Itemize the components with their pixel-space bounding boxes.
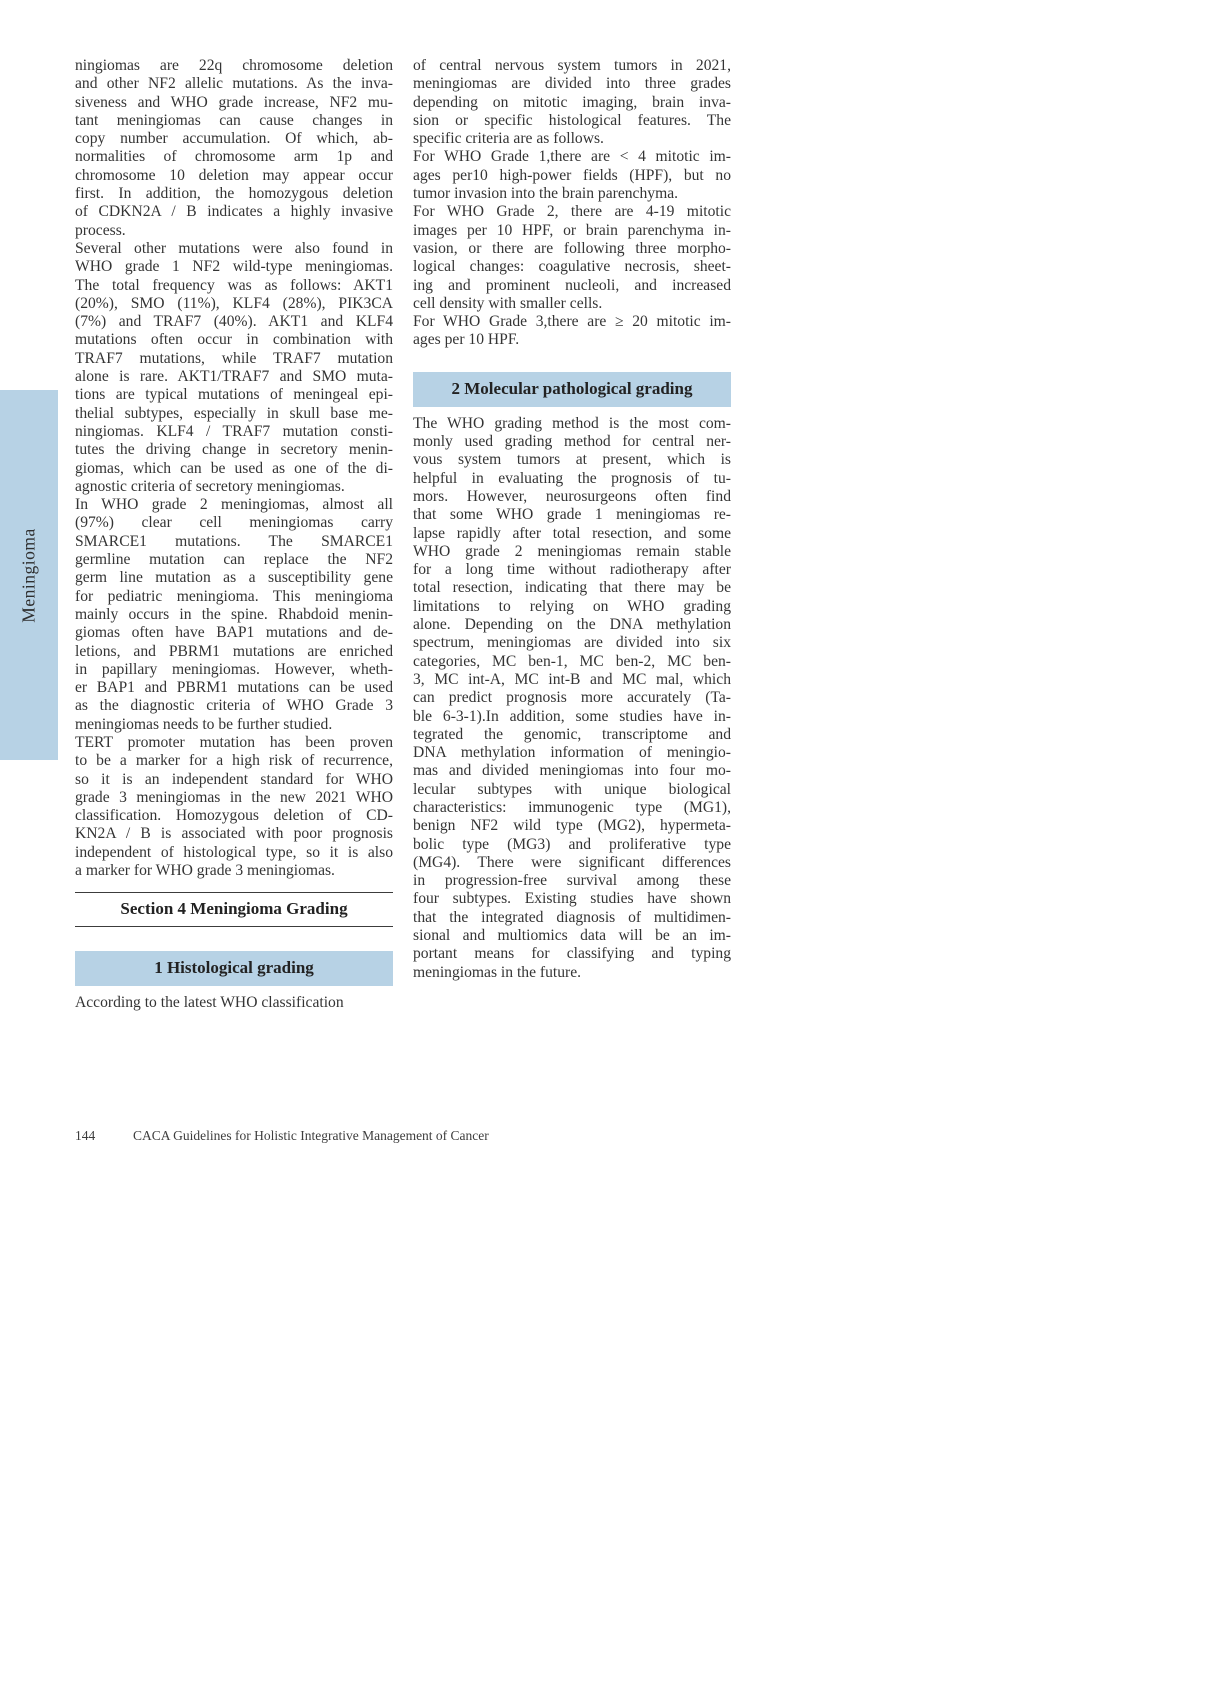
text-line: limitations to relying on WHO grading	[413, 597, 731, 615]
text-line: In WHO grade 2 meningiomas, almost all	[75, 496, 393, 514]
text-line: as the diagnostic criteria of WHO Grade 3	[75, 697, 393, 715]
text-line: Several other mutations were also found in	[75, 239, 393, 257]
text-line: sional and multiomics data will be an im-	[413, 927, 731, 945]
text-line: For WHO Grade 1,there are < 4 mitotic im-	[413, 148, 731, 166]
page-footer	[75, 1128, 775, 1144]
text-line: in papillary meningiomas. However, wheth-	[75, 660, 393, 678]
text-line: chromosome 10 deletion may appear occur	[75, 166, 393, 184]
text-line: tions are typical mutations of meningeal epi-	[75, 386, 393, 404]
text-line: characteristics: immunogenic type (MG1),	[413, 798, 731, 816]
text-line: total resection, indicating that there may be	[413, 579, 731, 597]
text-line: (7%) and TRAF7 (40%). AKT1 and KLF4	[75, 313, 393, 331]
text-line: and other NF2 allelic mutations. As the inva-	[75, 75, 393, 93]
text-line: TERT promoter mutation has been proven	[75, 733, 393, 751]
text-line: that the integrated diagnosis of multidimen-	[413, 908, 731, 926]
text-line: helpful in evaluating the prognosis of tu-	[413, 469, 731, 487]
text-line: tutes the driving change in secretory menin-	[75, 441, 393, 459]
text-line: in progression-free survival among these	[413, 872, 731, 890]
text-line: giomas often have BAP1 mutations and de-	[75, 624, 393, 642]
text-line: to be a marker for a high risk of recurrence,	[75, 752, 393, 770]
text-line: independent of histological type, so it is also	[75, 843, 393, 861]
text-line: TRAF7 mutations, while TRAF7 mutation	[75, 349, 393, 367]
text-line: SMARCE1 mutations. The SMARCE1	[75, 532, 393, 550]
text-line: For WHO Grade 2, there are 4-19 mitotic	[413, 203, 731, 221]
text-line: first. In addition, the homozygous deletion	[75, 185, 393, 203]
text-line: specific criteria are as follows.	[413, 130, 604, 148]
text-line: tegrated the genomic, transcriptome and	[413, 725, 731, 743]
text-line: According to the latest WHO classification	[75, 994, 344, 1012]
text-line: er BAP1 and PBRM1 mutations can be used	[75, 679, 393, 697]
text-line: portant means for classifying and typing	[413, 945, 731, 963]
text-line: classification. Homozygous deletion of CD-	[75, 807, 393, 825]
text-line: four subtypes. Existing studies have shown	[413, 890, 731, 908]
text-line: thelial subtypes, especially in skull base me-	[75, 404, 393, 422]
text-line: of central nervous system tumors in 2021,	[413, 57, 731, 74]
text-line: logical changes: coagulative necrosis, sheet-	[413, 258, 731, 276]
text-line: alone is rare. AKT1/TRAF7 and SMO muta-	[75, 368, 393, 386]
text-line: depending on mitotic imaging, brain inva-	[413, 93, 731, 111]
text-line: vous system tumors at present, which is	[413, 451, 731, 469]
footer-page-number: 144	[75, 1128, 96, 1143]
text-line: images per 10 HPF, or brain parenchyma in-	[413, 221, 731, 239]
paragraph	[413, 415, 731, 982]
text-line: mainly occurs in the spine. Rhabdoid menin-	[75, 605, 393, 623]
text-line: meningiomas needs to be further studied.	[75, 715, 333, 733]
paragraph	[75, 57, 393, 240]
text-line: meningiomas are divided into three grades	[413, 75, 731, 93]
text-line: spectrum, meningiomas are divided into six	[413, 634, 731, 652]
text-line: benign NF2 wild type (MG2), hypermeta-	[413, 817, 731, 835]
text-line: meningiomas in the future.	[413, 963, 582, 981]
text-line: mas and divided meningiomas into four mo-	[413, 762, 731, 780]
text-line: germ line mutation as a susceptibility gene	[75, 569, 393, 587]
text-line: so it is an independent standard for WHO	[75, 770, 393, 788]
text-line: agnostic criteria of secretory meningiomas.	[75, 477, 345, 495]
text-line: monly used grading method for central ner-	[413, 433, 731, 451]
paragraph	[413, 148, 731, 203]
paragraph	[413, 313, 731, 350]
text-line: for a long time without radiotherapy after	[413, 561, 731, 579]
text-line: copy number accumulation. Of which, ab-	[75, 130, 393, 148]
text-line: ningiomas are 22q chromosome deletion	[75, 57, 393, 74]
text-line: ages per 10 HPF.	[413, 331, 520, 349]
text-line: tumor invasion into the brain parenchyma.	[413, 185, 679, 203]
section-heading: Section 4 Meningioma Grading	[75, 892, 393, 927]
text-line: bolic type (MG3) and proliferative type	[413, 835, 731, 853]
text-line: categories, MC ben-1, MC ben-2, MC ben-	[413, 652, 731, 670]
text-line: (97%) clear cell meningiomas carry	[75, 514, 393, 532]
text-line: of CDKN2A / B indicates a highly invasive	[75, 203, 393, 221]
text-line: ningiomas. KLF4 / TRAF7 mutation consti-	[75, 422, 393, 440]
text-line: lapse rapidly after total resection, and some	[413, 524, 731, 542]
text-line: mutations often occur in combination with	[75, 331, 393, 349]
text-line: that some WHO grade 1 meningiomas re-	[413, 506, 731, 524]
text-line: WHO grade 2 meningiomas remain stable	[413, 542, 731, 560]
text-line: For WHO Grade 3,there are ≥ 20 mitotic im-	[413, 313, 731, 331]
chapter-tab-label: Meningioma	[18, 527, 39, 623]
paragraph	[75, 994, 393, 1012]
text-line: The total frequency was as follows: AKT1	[75, 276, 393, 294]
footer-book-title: CACA Guidelines for Holistic Integrative Management of Cancer	[133, 1128, 489, 1143]
paragraph	[75, 496, 393, 734]
text-line: ing and prominent nucleoli, and increased	[413, 276, 731, 294]
paragraph	[75, 734, 393, 880]
text-line: grade 3 meningiomas in the new 2021 WHO	[75, 788, 393, 806]
text-line: cell density with smaller cells.	[413, 294, 603, 312]
text-line: can predict prognosis more accurately (Ta-	[413, 689, 731, 707]
text-line: The WHO grading method is the most com-	[413, 414, 731, 432]
subsection-heading: 1 Histological grading	[75, 951, 393, 986]
text-line: a marker for WHO grade 3 meningiomas.	[75, 862, 335, 880]
text-line: normalities of chromosome arm 1p and	[75, 148, 393, 166]
text-line: letions, and PBRM1 mutations are enriched	[75, 642, 393, 660]
text-line: lecular subtypes with unique biological	[413, 780, 731, 798]
text-line: 3, MC int-A, MC int-B and MC mal, which	[413, 670, 731, 688]
paragraph	[75, 240, 393, 496]
chapter-tab	[0, 390, 58, 760]
text-line: alone. Depending on the DNA methylation	[413, 616, 731, 634]
text-line: tant meningiomas can cause changes in	[75, 111, 393, 129]
text-line: vasion, or there are following three morpho-	[413, 239, 731, 257]
text-line: sion or specific histological features. The	[413, 111, 731, 129]
text-line: DNA methylation information of meningio-	[413, 744, 731, 762]
text-line: siveness and WHO grade increase, NF2 mu-	[75, 93, 393, 111]
text-line: process.	[75, 221, 126, 239]
left-text-column	[75, 57, 393, 1013]
text-line: for pediatric meningioma. This meningioma	[75, 587, 393, 605]
text-line: germline mutation can replace the NF2	[75, 551, 393, 569]
paragraph	[413, 203, 731, 313]
text-line: (MG4). There were significant differences	[413, 853, 731, 871]
text-line: (20%), SMO (11%), KLF4 (28%), PIK3CA	[75, 294, 393, 312]
text-line: WHO grade 1 NF2 wild-type meningiomas.	[75, 258, 393, 276]
text-line: ages per10 high-power fields (HPF), but no	[413, 166, 731, 184]
paragraph	[413, 57, 731, 148]
right-text-column	[413, 57, 731, 982]
subsection-heading: 2 Molecular pathological grading	[413, 372, 731, 407]
text-line: giomas, which can be used as one of the di-	[75, 459, 393, 477]
text-line: ble 6-3-1).In addition, some studies have in-	[413, 707, 731, 725]
text-line: KN2A / B is associated with poor prognosis	[75, 825, 393, 843]
text-line: mors. However, neurosurgeons often find	[413, 487, 731, 505]
